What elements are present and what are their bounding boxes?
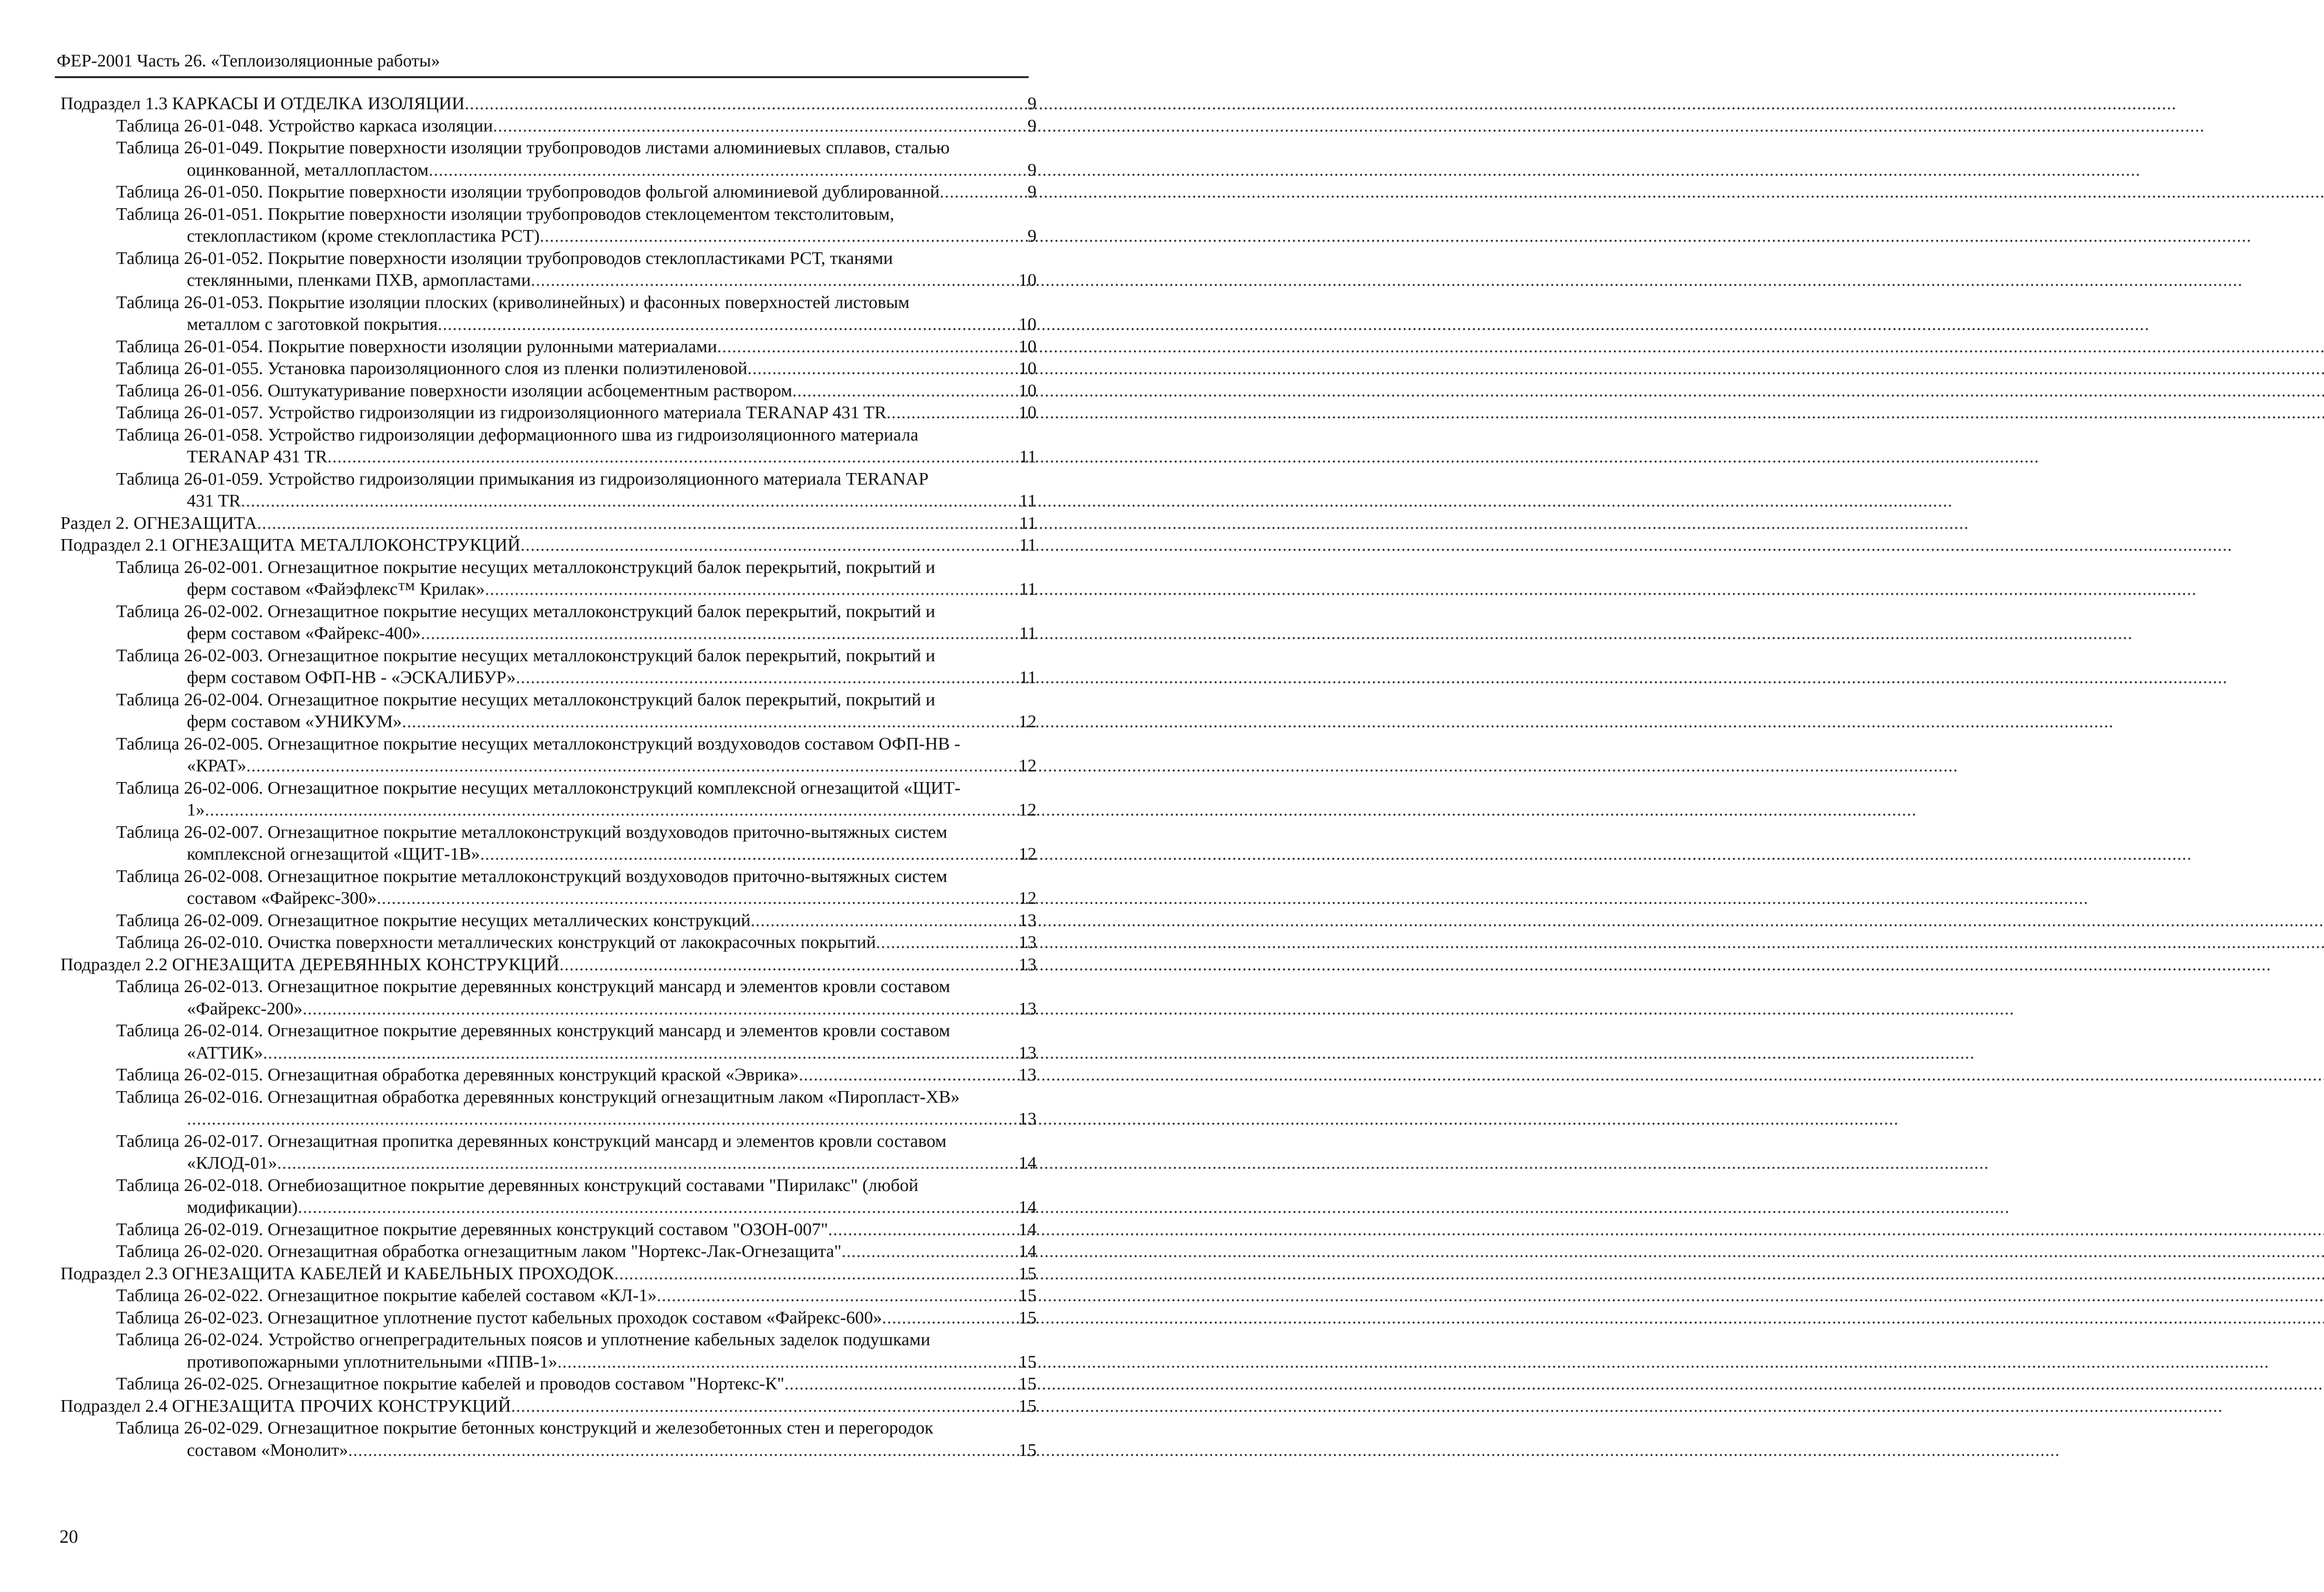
toc-entry-text <box>116 336 1014 358</box>
toc-entry-last-line <box>116 336 1014 358</box>
dot-leader <box>516 667 1014 689</box>
dot-leader <box>241 490 1014 513</box>
table-of-contents <box>60 93 1037 1487</box>
toc-entry-line: Таблица 26-02-022. Огнезащитное покрытие кабелей составом «КЛ-1» <box>116 1286 657 1305</box>
toc-entry-last-line <box>116 1307 1014 1329</box>
toc-page-number: 9 <box>1027 226 1037 246</box>
toc-entry-line: Таблица 26-02-017. Огнезащитная пропитка деревянных конструкций мансард и элементов кровли составом <box>116 1131 947 1151</box>
toc-entry-text <box>116 733 1014 777</box>
toc-entry-text <box>60 513 1014 535</box>
dot-leader <box>480 843 1014 866</box>
toc-entry-text <box>116 1064 1014 1086</box>
toc-entry-last-line <box>60 93 1014 115</box>
toc-entry-text <box>116 380 1014 402</box>
toc-entry-last-line <box>116 667 1014 689</box>
dot-leader <box>257 513 1014 535</box>
toc-entry-text <box>116 424 1014 468</box>
toc-entry-last-line <box>116 358 1014 380</box>
dot-leader <box>376 888 1014 910</box>
toc-entry-line: Таблица 26-02-002. Огнезащитное покрытие несущих металлоконструкций балок перекрытий, покрытий и <box>116 601 936 621</box>
toc-entry-text <box>116 248 1014 292</box>
dot-leader <box>277 1152 1014 1175</box>
toc-entry-text <box>116 910 1014 932</box>
toc-entry-line: Таблица 26-01-055. Установка пароизоляционного слоя из пленки полиэтиленовой <box>116 359 747 378</box>
toc-entry-text <box>116 601 1014 645</box>
toc-entry-line: модификации) <box>187 1197 298 1217</box>
toc-entry-last-line <box>116 270 1014 292</box>
toc-entry-line: комплексной огнезащитой «ЩИТ-1В» <box>187 844 480 864</box>
toc-page-number: 9 <box>1027 182 1037 202</box>
toc-entry-line: Таблица 26-01-049. Покрытие поверхности изоляции трубопроводов листами алюминиевых сплавов, сталью <box>116 138 950 158</box>
toc-entry-text <box>116 1329 1014 1373</box>
dot-leader <box>560 954 1014 976</box>
toc-table-entry[interactable] <box>60 181 1037 204</box>
dot-leader <box>511 1395 1014 1418</box>
dot-leader <box>421 623 1014 645</box>
toc-page-number: 11 <box>1019 513 1037 533</box>
dot-leader <box>657 1285 1014 1307</box>
toc-table-entry[interactable] <box>60 733 1037 777</box>
toc-entry-line: ферм составом «УНИКУМ» <box>187 712 402 731</box>
toc-entry-text <box>116 468 1014 513</box>
toc-entry-line: Подраздел 2.3 ОГНЕЗАЩИТА КАБЕЛЕЙ И КАБЕЛЬНЫХ ПРОХОДОК <box>60 1263 614 1283</box>
toc-entry-last-line <box>116 623 1014 645</box>
toc-table-entry[interactable] <box>60 645 1037 689</box>
toc-entry-line: ферм составом ОФП-НВ - «ЭСКАЛИБУР» <box>187 668 516 687</box>
toc-page-number: 13 <box>1018 1065 1037 1085</box>
toc-page-number: 15 <box>1018 1308 1037 1328</box>
toc-page-number: 15 <box>1018 1440 1037 1460</box>
dot-leader <box>531 270 1014 292</box>
toc-page-number: 14 <box>1018 1219 1037 1239</box>
toc-entry-text <box>116 1307 1014 1329</box>
toc-table-entry[interactable] <box>60 1307 1037 1329</box>
toc-entry-line: 1» <box>187 800 205 820</box>
dot-leader <box>886 402 1014 424</box>
toc-entry-line: Таблица 26-01-052. Покрытие поверхности изоляции трубопроводов стеклопластиками РСТ, тканями <box>116 248 893 268</box>
toc-entry-text <box>116 689 1014 733</box>
dot-leader <box>717 336 1014 358</box>
toc-entry-text <box>116 137 1014 181</box>
toc-table-entry[interactable] <box>60 402 1037 424</box>
toc-table-entry[interactable] <box>60 557 1037 601</box>
toc-entry-text <box>60 93 1014 115</box>
toc-page-number: 12 <box>1018 844 1037 864</box>
toc-page-number: 13 <box>1018 933 1037 952</box>
toc-entry-line: Таблица 26-01-048. Устройство каркаса изоляции <box>116 116 493 136</box>
toc-entry-text <box>116 358 1014 380</box>
document-title: ФЕР-2001 Часть 26. «Теплоизоляционные работы» <box>57 51 440 71</box>
toc-entry-line: Таблица 26-02-003. Огнезащитное покрытие несущих металлоконструкций балок перекрытий, покрытий и <box>116 645 936 665</box>
toc-table-entry[interactable] <box>60 1064 1037 1086</box>
dot-leader <box>557 1351 1014 1374</box>
toc-page-number: 12 <box>1018 888 1037 908</box>
toc-table-entry[interactable] <box>60 601 1037 645</box>
toc-entry-last-line <box>116 1219 1014 1241</box>
toc-entry-last-line <box>116 225 1014 248</box>
dot-leader <box>263 1042 1014 1065</box>
toc-entry-last-line <box>116 998 1014 1020</box>
toc-entry-last-line <box>116 1373 1014 1395</box>
toc-table-entry[interactable] <box>60 932 1037 954</box>
dot-leader <box>751 910 1014 932</box>
toc-page-number: 13 <box>1018 999 1037 1019</box>
toc-entry-line: Таблица 26-02-008. Огнезащитное покрытие металлоконструкций воздуховодов приточно-вытяжных систем <box>116 866 948 886</box>
toc-table-entry[interactable] <box>60 1329 1037 1373</box>
dot-leader <box>205 799 1014 822</box>
toc-entry-text <box>116 1086 1014 1131</box>
toc-entry-text <box>116 204 1014 248</box>
toc-entry-line: «КЛОД-01» <box>187 1153 277 1173</box>
toc-table-entry[interactable] <box>60 424 1037 468</box>
toc-entry-line: Таблица 26-01-051. Покрытие поверхности изоляции трубопроводов стеклоцементом текстолитовым, <box>116 204 894 224</box>
toc-table-entry[interactable] <box>60 292 1037 336</box>
toc-table-entry[interactable] <box>60 336 1037 358</box>
toc-table-entry[interactable] <box>60 358 1037 380</box>
toc-entry-text <box>60 1263 1014 1285</box>
toc-entry-line: Таблица 26-02-024. Устройство огнепреградительных поясов и уплотнение кабельных заделок подушками <box>116 1330 931 1349</box>
toc-entry-last-line <box>116 159 1014 182</box>
toc-entry-text <box>116 557 1014 601</box>
toc-entry-line: стеклопластиком (кроме стеклопластика РСТ) <box>187 226 540 246</box>
toc-entry-line: «КРАТ» <box>187 756 246 776</box>
toc-entry-last-line <box>116 888 1014 910</box>
toc-entry-line: составом «Монолит» <box>187 1440 348 1460</box>
dot-leader <box>402 711 1014 733</box>
toc-table-entry[interactable] <box>60 1285 1037 1307</box>
toc-page-number: 9 <box>1027 116 1037 136</box>
dot-leader <box>882 1307 1014 1329</box>
toc-page-number: 10 <box>1018 381 1037 401</box>
toc-entry-line: «Файрекс-200» <box>187 999 303 1019</box>
dot-leader <box>521 534 1014 557</box>
toc-entry-line: ферм составом «Файэфлекс™ Крилак» <box>187 579 485 599</box>
toc-entry-last-line <box>116 1241 1014 1263</box>
toc-table-entry[interactable] <box>60 1131 1037 1175</box>
dot-leader <box>799 1064 1014 1086</box>
toc-table-entry[interactable] <box>60 866 1037 910</box>
toc-entry-text <box>116 1175 1014 1219</box>
toc-entry-last-line <box>116 711 1014 733</box>
toc-entry-line: Таблица 26-02-014. Огнезащитное покрытие деревянных конструкций мансард и элементов кровли составом <box>116 1021 951 1040</box>
dot-leader <box>348 1440 1014 1462</box>
toc-table-entry[interactable] <box>60 822 1037 866</box>
toc-entry-last-line <box>116 1152 1014 1175</box>
toc-entry-text <box>116 932 1014 954</box>
toc-entry-line: противопожарными уплотнительными «ППВ-1» <box>187 1352 558 1372</box>
toc-entry-line: Таблица 26-02-015. Огнезащитная обработка деревянных конструкций краской «Эврика» <box>116 1065 799 1085</box>
toc-entry-text <box>116 181 1014 204</box>
toc-page-number: 11 <box>1019 447 1037 467</box>
toc-section-entry[interactable] <box>60 1263 1037 1285</box>
dot-leader <box>841 1241 1014 1263</box>
toc-entry-last-line <box>116 1197 1014 1219</box>
toc-page-number: 13 <box>1018 954 1037 974</box>
toc-entry-text <box>116 1285 1014 1307</box>
toc-entry-line: ферм составом «Файрекс-400» <box>187 624 421 643</box>
toc-table-entry[interactable] <box>60 248 1037 292</box>
toc-entry-text <box>116 822 1014 866</box>
toc-table-entry[interactable] <box>60 204 1037 248</box>
toc-page-number: 11 <box>1019 579 1037 599</box>
toc-entry-text <box>116 1020 1014 1064</box>
toc-entry-line: Таблица 26-02-009. Огнезащитное покрытие несущих металлических конструкций <box>116 910 751 930</box>
dot-leader <box>876 932 1014 954</box>
toc-page-number: 12 <box>1018 800 1037 820</box>
dot-leader <box>493 115 1014 138</box>
toc-entry-last-line <box>60 1395 1014 1418</box>
toc-entry-line: Таблица 26-02-025. Огнезащитное покрытие кабелей и проводов составом "Нортекс-К" <box>116 1374 785 1394</box>
toc-entry-line: Таблица 26-02-029. Огнезащитное покрытие бетонных конструкций и железобетонных стен и перегородок <box>116 1418 933 1438</box>
toc-entry-line: Таблица 26-01-058. Устройство гидроизоляции деформационного шва из гидроизоляционного материала <box>116 425 918 445</box>
page-header <box>55 46 1029 78</box>
toc-table-entry[interactable] <box>60 976 1037 1020</box>
toc-page-number: 15 <box>1018 1263 1037 1283</box>
toc-page-number: 10 <box>1018 403 1037 422</box>
dot-leader <box>187 1108 1014 1131</box>
toc-table-entry[interactable] <box>60 1175 1037 1219</box>
toc-page-number: 9 <box>1027 160 1037 180</box>
dot-leader <box>327 446 1014 468</box>
toc-entry-last-line <box>116 843 1014 866</box>
dot-leader <box>940 181 1014 204</box>
toc-entry-last-line <box>116 1064 1014 1086</box>
dot-leader <box>828 1219 1014 1241</box>
toc-entry-line: Таблица 26-02-018. Огнебиозащитное покрытие деревянных конструкций составами "Пирилакс" (любой <box>116 1175 918 1195</box>
dot-leader <box>438 314 1014 336</box>
toc-page-number: 15 <box>1018 1396 1037 1416</box>
toc-entry-last-line <box>60 954 1014 976</box>
toc-entry-last-line <box>116 910 1014 932</box>
toc-entry-last-line <box>60 1263 1014 1285</box>
toc-table-entry[interactable] <box>60 137 1037 181</box>
toc-page-number: 14 <box>1018 1242 1037 1261</box>
toc-entry-line: Подраздел 2.2 ОГНЕЗАЩИТА ДЕРЕВЯННЫХ КОНСТРУКЦИЙ <box>60 954 560 974</box>
toc-page-number: 15 <box>1018 1286 1037 1305</box>
toc-table-entry[interactable] <box>60 1373 1037 1395</box>
dot-leader <box>792 380 1014 402</box>
toc-entry-text <box>60 1395 1014 1418</box>
toc-entry-line: Таблица 26-01-050. Покрытие поверхности изоляции трубопроводов фольгой алюминиевой дублированной <box>116 182 940 202</box>
dot-leader <box>429 159 1014 182</box>
toc-table-entry[interactable] <box>60 1241 1037 1263</box>
toc-page-number: 10 <box>1018 359 1037 378</box>
toc-entry-line: Таблица 26-02-004. Огнезащитное покрытие несущих металлоконструкций балок перекрытий, покрытий и <box>116 690 936 710</box>
toc-page-number: 11 <box>1019 491 1037 511</box>
toc-entry-last-line <box>116 446 1014 468</box>
toc-entry-last-line <box>116 1042 1014 1065</box>
toc-entry-last-line <box>116 314 1014 336</box>
toc-entry-line: TERANAP 431 TR <box>187 447 328 467</box>
toc-page-number: 10 <box>1018 336 1037 356</box>
dot-leader <box>246 755 1014 777</box>
toc-entry-line: Таблица 26-02-007. Огнезащитное покрытие металлоконструкций воздуховодов приточно-вытяжных систем <box>116 822 948 842</box>
toc-entry-last-line <box>116 579 1014 601</box>
toc-page-number: 12 <box>1018 756 1037 776</box>
dot-leader <box>465 93 1014 115</box>
toc-entry-line: Таблица 26-02-023. Огнезащитное уплотнение пустот кабельных проходок составом «Файрекс-600» <box>116 1308 882 1328</box>
toc-table-entry[interactable] <box>60 689 1037 733</box>
toc-entry-last-line <box>116 181 1014 204</box>
toc-entry-last-line <box>116 1351 1014 1374</box>
toc-entry-text <box>116 402 1014 424</box>
toc-table-entry[interactable] <box>60 1219 1037 1241</box>
toc-section-entry[interactable] <box>60 534 1037 557</box>
toc-entry-line: Таблица 26-02-010. Очистка поверхности металлических конструкций от лакокрасочных покрытий <box>116 933 876 952</box>
toc-table-entry[interactable] <box>60 115 1037 138</box>
toc-page-number: 15 <box>1018 1352 1037 1372</box>
toc-entry-line: «АТТИК» <box>187 1043 263 1063</box>
toc-entry-line: Таблица 26-01-056. Оштукатуривание поверхности изоляции асбоцементным раствором <box>116 381 792 401</box>
toc-page-number: 11 <box>1019 624 1037 643</box>
toc-entry-last-line <box>60 534 1014 557</box>
toc-entry-line: Подраздел 2.1 ОГНЕЗАЩИТА МЕТАЛЛОКОНСТРУКЦИЙ <box>60 535 521 555</box>
dot-leader <box>614 1263 1014 1285</box>
toc-entry-text <box>60 954 1014 976</box>
toc-entry-line: 431 TR <box>187 491 241 511</box>
toc-table-entry[interactable] <box>60 1417 1037 1461</box>
toc-page-number: 11 <box>1019 535 1037 555</box>
toc-entry-text <box>116 1373 1014 1395</box>
toc-table-entry[interactable] <box>60 468 1037 513</box>
toc-table-entry[interactable] <box>60 1086 1037 1131</box>
toc-entry-last-line <box>60 513 1014 535</box>
dot-leader <box>298 1197 1014 1219</box>
toc-entry-text <box>116 115 1014 138</box>
toc-entry-text <box>116 292 1014 336</box>
dot-leader <box>540 225 1014 248</box>
toc-entry-text <box>116 1241 1014 1263</box>
toc-entry-text <box>116 645 1014 689</box>
toc-entry-line: Таблица 26-01-053. Покрытие изоляции плоских (криволинейных) и фасонных поверхностей листовым <box>116 292 910 312</box>
page-number: 20 <box>59 1526 78 1547</box>
toc-page-number: 10 <box>1018 315 1037 334</box>
toc-section-entry[interactable] <box>60 954 1037 976</box>
toc-entry-last-line <box>116 1440 1014 1462</box>
toc-entry-line: Таблица 26-01-054. Покрытие поверхности изоляции рулонными материалами <box>116 336 717 356</box>
toc-table-entry[interactable] <box>60 777 1037 822</box>
toc-entry-line: Подраздел 2.4 ОГНЕЗАЩИТА ПРОЧИХ КОНСТРУКЦИЙ <box>60 1396 511 1416</box>
toc-entry-line: Таблица 26-01-059. Устройство гидроизоляции примыкания из гидроизоляционного материала TERANAP <box>116 469 929 489</box>
toc-entry-line: Таблица 26-02-019. Огнезащитное покрытие деревянных конструкций составом "ОЗОН-007" <box>116 1219 828 1239</box>
dot-leader <box>303 998 1014 1020</box>
toc-entry-line: Таблица 26-02-013. Огнезащитное покрытие деревянных конструкций мансард и элементов кровли составом <box>116 977 951 996</box>
toc-entry-line: стеклянными, пленками ПХВ, армопластами <box>187 270 531 290</box>
toc-page-number: 15 <box>1018 1374 1037 1394</box>
toc-entry-last-line <box>116 490 1014 513</box>
toc-table-entry[interactable] <box>60 1020 1037 1064</box>
toc-page-number: 12 <box>1018 712 1037 731</box>
toc-entry-last-line <box>116 380 1014 402</box>
toc-entry-line: составом «Файрекс-300» <box>187 888 377 908</box>
toc-entry-line: Таблица 26-02-016. Огнезащитная обработка деревянных конструкций огнезащитным лаком «Пиропласт-ХВ» <box>116 1087 960 1107</box>
toc-page-number: 14 <box>1018 1197 1037 1217</box>
toc-page-number: 14 <box>1018 1153 1037 1173</box>
toc-entry-line: Таблица 26-02-005. Огнезащитное покрытие несущих металлоконструкций воздуховодов составом ОФП-НВ - <box>116 734 960 754</box>
toc-entry-last-line <box>116 402 1014 424</box>
toc-entry-text <box>116 1417 1014 1461</box>
dot-leader <box>747 358 1014 380</box>
toc-entry-line: Подраздел 1.3 КАРКАСЫ И ОТДЕЛКА ИЗОЛЯЦИИ <box>60 94 465 113</box>
toc-entry-text <box>60 534 1014 557</box>
toc-entry-line: Раздел 2. ОГНЕЗАЩИТА <box>60 513 257 533</box>
toc-page-number: 13 <box>1018 1109 1037 1129</box>
toc-entry-last-line <box>116 932 1014 954</box>
toc-section-entry[interactable] <box>60 93 1037 115</box>
toc-entry-last-line <box>116 1108 1014 1131</box>
toc-page-number: 13 <box>1018 910 1037 930</box>
toc-entry-line: оцинкованной, металлопластом <box>187 160 429 180</box>
toc-entry-last-line <box>116 799 1014 822</box>
toc-entry-line: Таблица 26-02-001. Огнезащитное покрытие несущих металлоконструкций балок перекрытий, покрытий и <box>116 557 936 577</box>
toc-entry-line: Таблица 26-02-020. Огнезащитная обработка огнезащитным лаком "Нортекс-Лак-Огнезащита" <box>116 1242 842 1261</box>
toc-page-number: 9 <box>1027 94 1037 113</box>
toc-table-entry[interactable] <box>60 380 1037 402</box>
toc-entry-text <box>116 976 1014 1020</box>
toc-entry-line: Таблица 26-01-057. Устройство гидроизоляции из гидроизоляционного материала TERANAP 431 TR <box>116 403 887 422</box>
toc-page-number: 13 <box>1018 1043 1037 1063</box>
toc-entry-text <box>116 1131 1014 1175</box>
toc-entry-text <box>116 777 1014 822</box>
toc-entry-last-line <box>116 1285 1014 1307</box>
toc-entry-text <box>116 1219 1014 1241</box>
toc-entry-last-line <box>116 115 1014 138</box>
toc-section-entry[interactable] <box>60 513 1037 535</box>
toc-entry-line: Таблица 26-02-006. Огнезащитное покрытие несущих металлоконструкций комплексной огнезащитой «ЩИТ- <box>116 778 961 798</box>
dot-leader <box>485 579 1014 601</box>
dot-leader <box>785 1373 1014 1395</box>
toc-entry-last-line <box>116 755 1014 777</box>
toc-entry-line: металлом с заготовкой покрытия <box>187 315 438 334</box>
toc-page-number: 10 <box>1018 270 1037 290</box>
toc-table-entry[interactable] <box>60 910 1037 932</box>
toc-entry-text <box>116 866 1014 910</box>
toc-page-number: 11 <box>1019 668 1037 687</box>
toc-section-entry[interactable] <box>60 1395 1037 1418</box>
